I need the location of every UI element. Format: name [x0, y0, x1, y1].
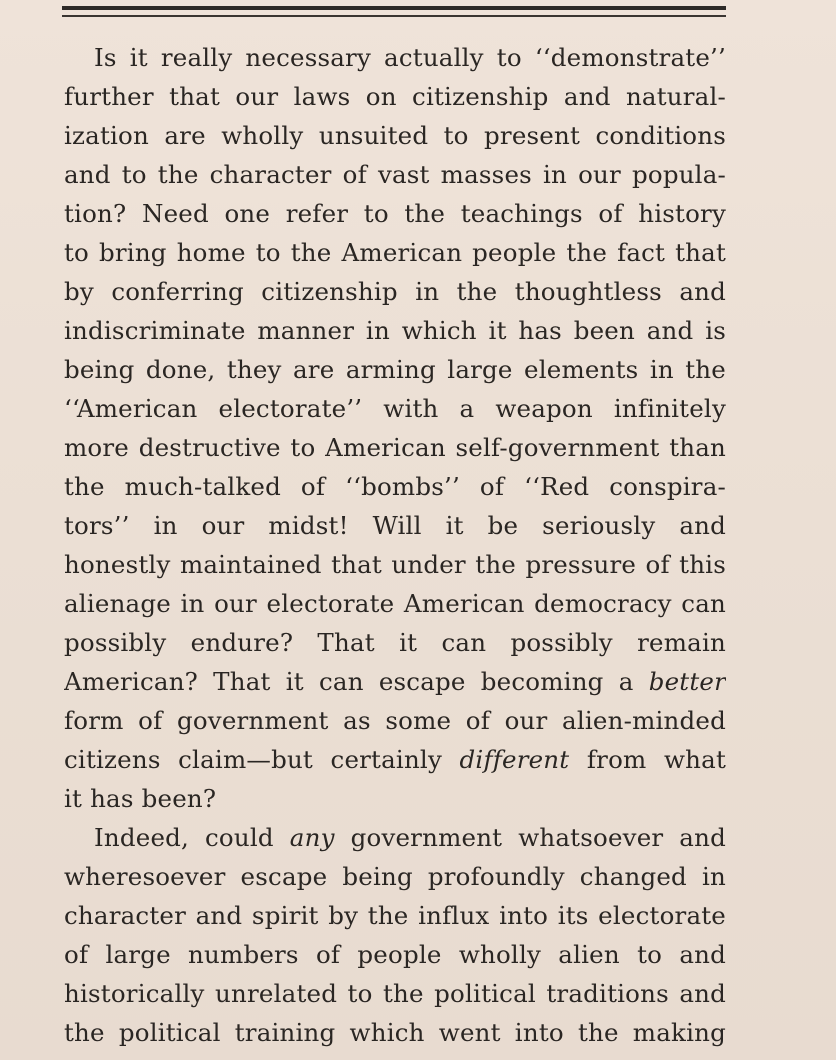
- text-line: [64, 740, 726, 779]
- text-run: by conferring citizenship in the thoughtless and: [64, 277, 726, 306]
- text-line: [64, 662, 726, 701]
- text-line: [64, 779, 726, 818]
- text-line: [64, 233, 726, 272]
- text-line: [64, 311, 726, 350]
- text-line: [64, 896, 726, 935]
- text-line: [64, 857, 726, 896]
- text-line: [64, 584, 726, 623]
- text-run: more destructive to American self-government than: [64, 433, 726, 462]
- text-line: [64, 77, 726, 116]
- text-run: tion? Need one refer to the teachings of history: [64, 199, 726, 228]
- text-run: historically unrelated to the political traditions and: [64, 979, 726, 1008]
- text-run: being done, they are arming large elements in the: [64, 355, 726, 384]
- text-run: possibly endure? That it can possibly remain: [64, 628, 726, 657]
- text-line: [64, 623, 726, 662]
- text-run: American? That it can escape becoming a: [64, 667, 649, 696]
- text-run: tors’’ in our midst! Will it be seriously and: [64, 511, 726, 540]
- text-line: [64, 350, 726, 389]
- text-run: of large numbers of people wholly alien to and: [64, 940, 726, 969]
- text-run: character and spirit by the influx into its electorate: [64, 901, 726, 930]
- text-run: wheresoever escape being profoundly changed in: [64, 862, 726, 891]
- text-line: [64, 467, 726, 506]
- text-run: to bring home to the American people the fact that: [64, 238, 726, 267]
- text-line: [64, 974, 726, 1013]
- text-run: indiscriminate manner in which it has been and is: [64, 316, 726, 345]
- text-line: [64, 818, 726, 857]
- text-line: [64, 116, 726, 155]
- text-line: [64, 272, 726, 311]
- text-run: from what: [569, 745, 726, 774]
- italic-text-run: different: [459, 745, 570, 774]
- text-line: [64, 506, 726, 545]
- text-run: citizens claim—but certainly: [64, 745, 460, 774]
- text-run: the political training which went into the making: [64, 1018, 726, 1047]
- text-run: the much-talked of ‘‘bombs’’ of ‘‘Red conspira-: [64, 472, 726, 501]
- italic-text-run: better: [648, 667, 726, 696]
- text-line: [64, 428, 726, 467]
- text-run: honestly maintained that under the pressure of this: [64, 550, 726, 579]
- text-run: it has been?: [64, 784, 217, 813]
- text-run: and to the character of vast masses in our popula-: [64, 160, 726, 189]
- text-line: [64, 545, 726, 584]
- text-line: [64, 389, 726, 428]
- text-line: [64, 155, 726, 194]
- text-line: [64, 935, 726, 974]
- paragraph-1: [64, 38, 726, 818]
- text-run: Is it really necessary actually to ‘‘demonstrate’’: [94, 43, 726, 72]
- text-run: Indeed, could: [94, 823, 290, 852]
- text-run: government whatsoever and: [334, 823, 726, 852]
- text-line: [64, 701, 726, 740]
- text-run: form of government as some of our alien-minded: [64, 706, 726, 735]
- paragraph-2: [64, 818, 726, 1052]
- text-run: ‘‘American electorate’’ with a weapon infinitely: [64, 394, 726, 423]
- header-rule-thick: [62, 6, 726, 10]
- body-text: [64, 38, 726, 1052]
- text-run: further that our laws on citizenship and natural-: [64, 82, 726, 111]
- text-line: [64, 194, 726, 233]
- header-rule-thin: [62, 15, 726, 17]
- text-run: alienage in our electorate American democracy can: [64, 589, 726, 618]
- text-line: [64, 1013, 726, 1052]
- italic-text-run: any: [289, 823, 335, 852]
- text-line: [64, 38, 726, 77]
- text-run: ization are wholly unsuited to present conditions: [64, 121, 726, 150]
